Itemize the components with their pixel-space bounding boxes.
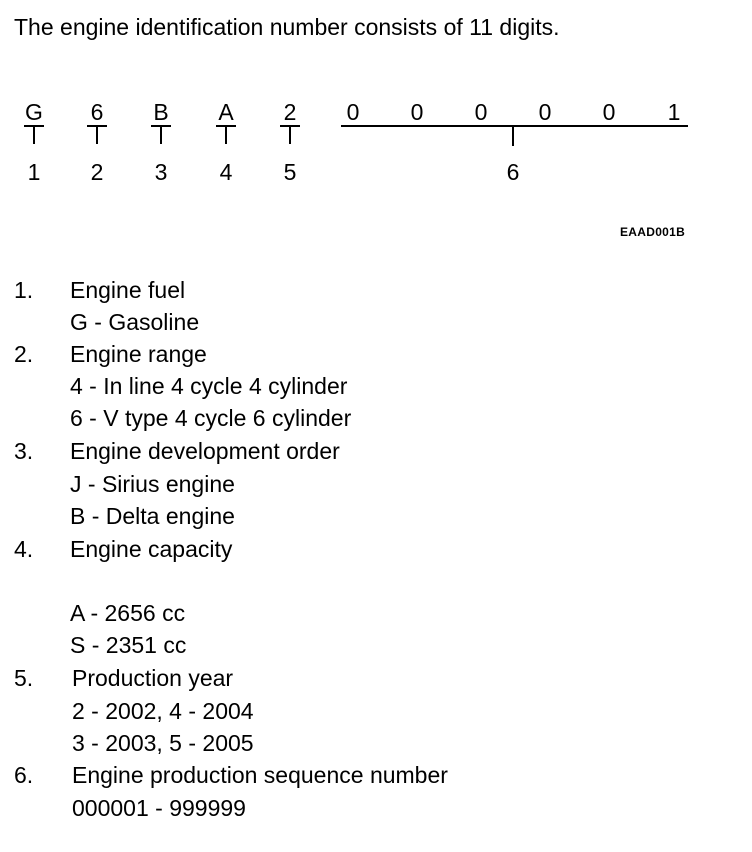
engine-id-diagram-svg (0, 92, 752, 202)
code-char-2: 6 (90, 99, 104, 125)
item-4-line-2: S - 2351 cc (70, 632, 187, 658)
item-6-number: 6. (14, 762, 34, 788)
code-index-4: 4 (219, 159, 233, 185)
item-5-line-1: 2 - 2002, 4 - 2004 (72, 698, 254, 724)
item-5-number: 5. (14, 665, 34, 691)
item-1-line-1: G - Gasoline (70, 309, 200, 335)
code-pointer-4 (216, 126, 236, 144)
code-index-3: 3 (154, 159, 168, 185)
sequence-digit-2: 0 (410, 99, 424, 125)
code-index-2: 2 (90, 159, 104, 185)
figure-code: EAAD001B (620, 225, 686, 239)
code-index-1: 1 (27, 159, 41, 185)
sequence-bracket (341, 126, 688, 146)
intro-text: The engine identification number consists of 11 digits. (14, 14, 560, 40)
engine-id-diagram (0, 92, 752, 202)
code-char-1: G (25, 99, 43, 125)
item-2-title: Engine range (70, 341, 207, 367)
item-2-line-2: 6 - V type 4 cycle 6 cylinder (70, 405, 352, 431)
item-3-title: Engine development order (70, 438, 340, 464)
item-2-number: 2. (14, 341, 34, 367)
item-1-title: Engine fuel (70, 277, 186, 303)
item-4-number: 4. (14, 536, 34, 562)
sequence-digit-5: 0 (602, 99, 616, 125)
item-3-line-1: J - Sirius engine (70, 471, 235, 497)
sequence-digit-1: 0 (346, 99, 360, 125)
item-5-title: Production year (72, 665, 234, 691)
sequence-digit-6: 1 (667, 99, 681, 125)
sequence-digit-4: 0 (538, 99, 552, 125)
code-pointer-5 (280, 126, 300, 144)
code-char-4: A (218, 99, 234, 125)
code-pointer-1 (24, 126, 44, 144)
item-5-line-2: 3 - 2003, 5 - 2005 (72, 730, 254, 756)
code-char-5: 2 (283, 99, 297, 125)
item-4-title: Engine capacity (70, 536, 233, 562)
code-char-3: B (153, 99, 169, 125)
code-index-5: 5 (283, 159, 297, 185)
item-2-line-1: 4 - In line 4 cycle 4 cylinder (70, 373, 348, 399)
item-4-line-1: A - 2656 cc (70, 600, 186, 626)
item-3-number: 3. (14, 438, 34, 464)
item-6-line-1: 000001 - 999999 (72, 795, 246, 821)
code-pointer-2 (87, 126, 107, 144)
item-3-line-2: B - Delta engine (70, 503, 235, 529)
sequence-index: 6 (506, 159, 520, 185)
item-1-number: 1. (14, 277, 34, 303)
sequence-digit-3: 0 (474, 99, 488, 125)
code-pointer-3 (151, 126, 171, 144)
item-6-title: Engine production sequence number (72, 762, 448, 788)
